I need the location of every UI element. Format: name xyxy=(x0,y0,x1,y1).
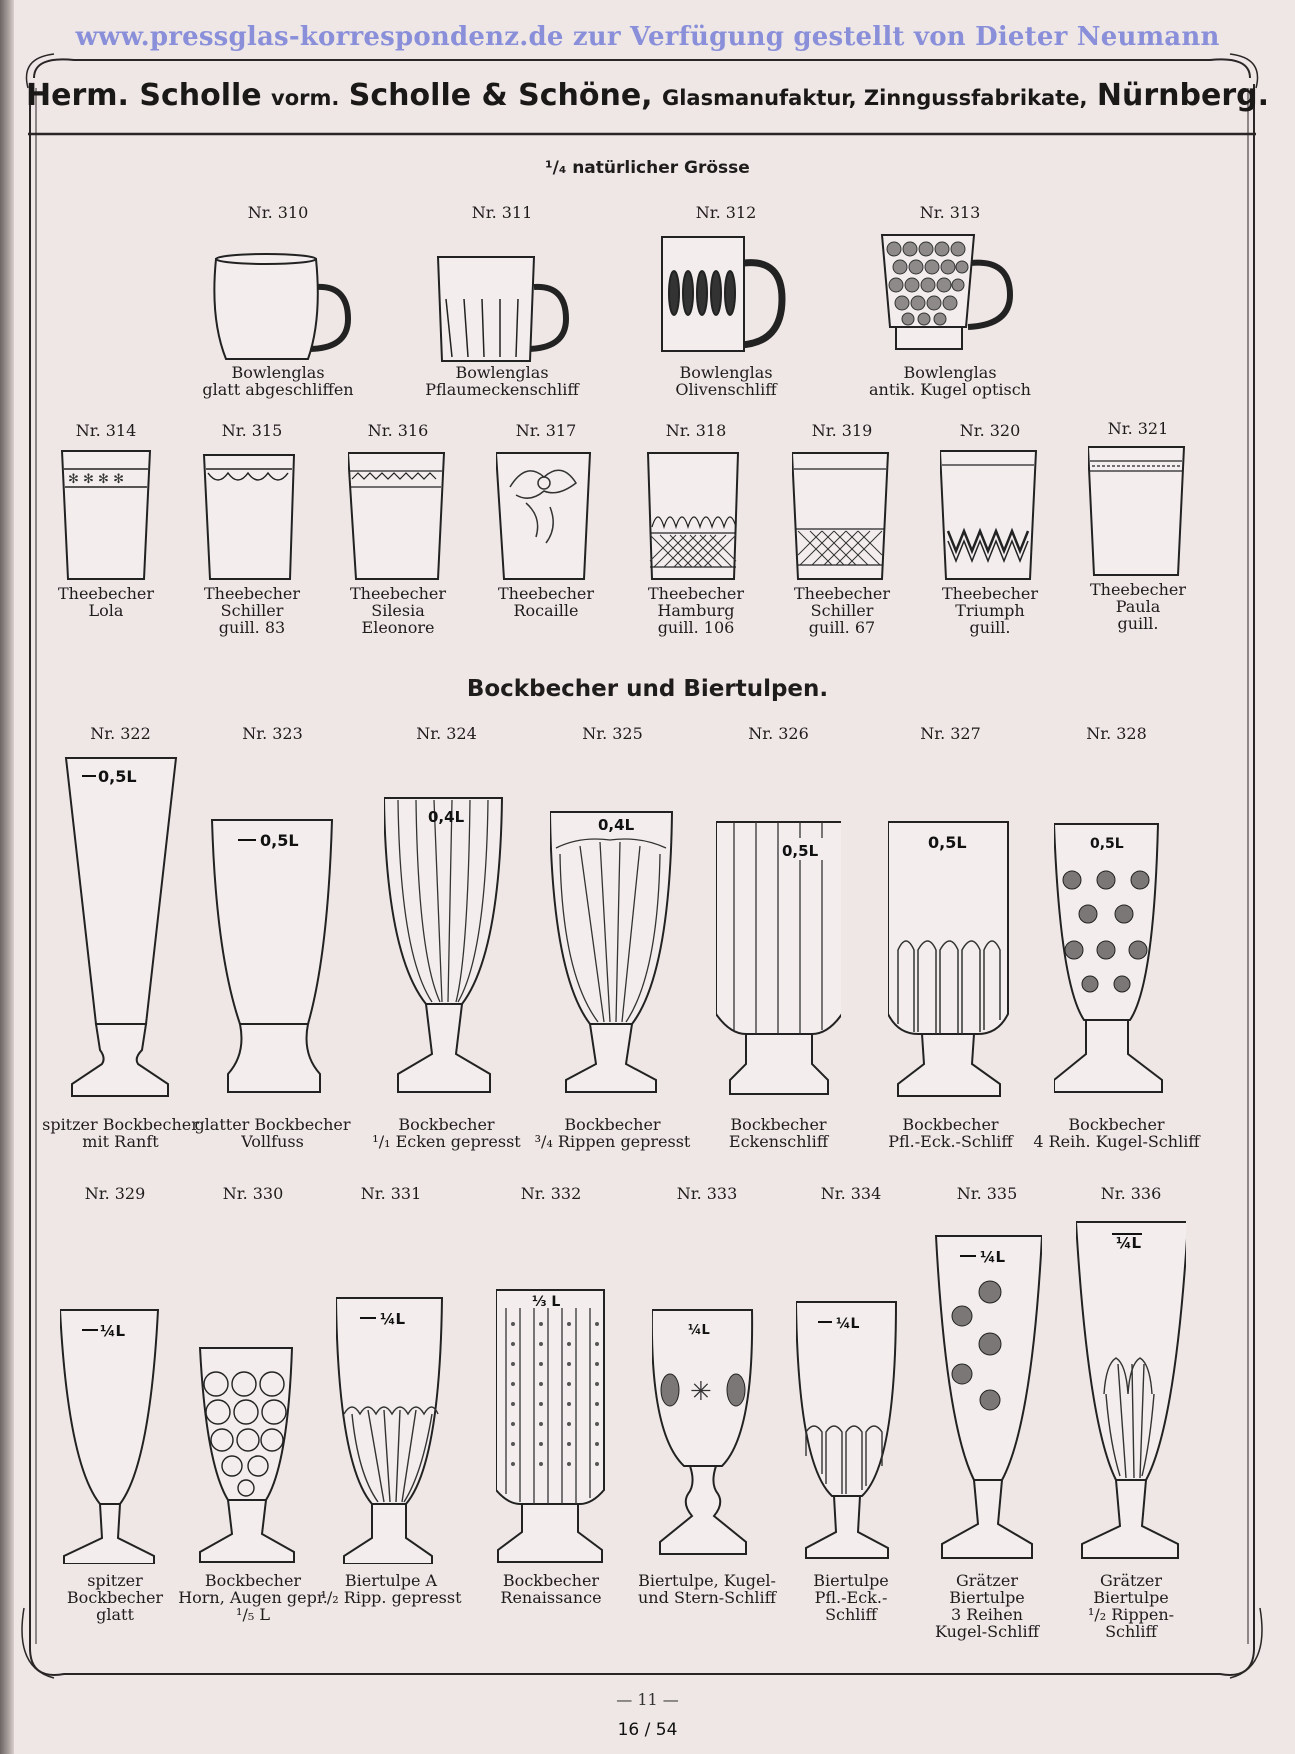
company-city: Nürnberg. xyxy=(1096,78,1269,113)
item-number: Nr. 312 xyxy=(695,203,757,222)
item-caption: Bowlenglas Pflaumeckenschliff xyxy=(425,363,579,399)
mug-illustration xyxy=(422,249,582,369)
item-number: Nr. 328 xyxy=(1086,724,1147,743)
catalog-item-328 xyxy=(1033,724,1200,1164)
capacity-mark: ¼L xyxy=(980,1248,1006,1266)
watermark-text: www.pressglas-korrespondenz.de zur Verfügung gestellt von Dieter Neumann xyxy=(75,22,1220,52)
catalog-item-312 xyxy=(646,203,806,403)
item-caption: Theebecher Schiller guill. 67 xyxy=(793,584,890,637)
capacity-mark: 0,5L xyxy=(1090,836,1124,852)
capacity-mark: ¼L xyxy=(836,1316,860,1332)
catalog-item-319 xyxy=(792,421,892,641)
tumbler-illustration xyxy=(1088,443,1188,579)
glass-illustration xyxy=(652,1204,762,1564)
catalog-item-326 xyxy=(716,724,841,1164)
item-caption: Bockbecher 4 Reih. Kugel-Schliff xyxy=(1033,1115,1200,1151)
item-caption: Bockbecher Renaissance xyxy=(500,1571,602,1607)
tumbler-illustration xyxy=(646,447,746,583)
glass-illustration xyxy=(60,1204,170,1564)
item-caption: Biertulpe A ¹/₂ Ripp. gepresst xyxy=(320,1571,462,1607)
glass-illustration xyxy=(336,1204,446,1564)
catalog-item-317 xyxy=(496,421,596,641)
item-number: Nr. 310 xyxy=(247,203,309,222)
item-number: Nr. 335 xyxy=(956,1184,1018,1203)
item-number: Nr. 313 xyxy=(919,203,981,222)
company-name-part1: Herm. Scholle xyxy=(26,78,262,113)
catalog-item-310 xyxy=(198,203,358,403)
item-number: Nr. 321 xyxy=(1107,419,1169,438)
catalog-item-333 xyxy=(638,1184,776,1634)
catalog-item-329 xyxy=(60,1184,170,1634)
catalog-item-336 xyxy=(1076,1184,1186,1641)
catalog-item-318 xyxy=(646,421,746,641)
tumbler-illustration xyxy=(792,447,892,583)
item-number: Nr. 329 xyxy=(84,1184,146,1203)
catalog-item-330 xyxy=(178,1184,328,1634)
glass-illustration xyxy=(384,754,509,1114)
catalog-item-322 xyxy=(42,724,199,1164)
item-caption: Grätzer Biertulpe ¹/₂ Rippen- Schliff xyxy=(1087,1571,1175,1641)
catalog-item-311 xyxy=(422,203,582,403)
catalog-item-323 xyxy=(194,724,351,1164)
item-number: Nr. 314 xyxy=(75,421,137,440)
item-number: Nr. 333 xyxy=(676,1184,738,1203)
catalog-item-335 xyxy=(932,1184,1042,1641)
glass-illustration xyxy=(198,1204,308,1564)
item-caption: Bockbecher Eckenschliff xyxy=(728,1115,829,1151)
page-number: — 11 — xyxy=(616,1690,679,1709)
item-caption: Theebecher Lola xyxy=(57,584,154,620)
catalog-item-332 xyxy=(496,1184,606,1634)
item-caption: Bowlenglas Olivenschliff xyxy=(675,363,777,399)
tumbler-illustration xyxy=(348,447,448,583)
item-caption: Theebecher Paula guill. xyxy=(1089,580,1186,633)
glass-illustration xyxy=(888,754,1013,1114)
company-name-part2: Scholle & Schöne, xyxy=(348,78,653,113)
capacity-mark: 0,5L xyxy=(260,831,299,850)
item-number: Nr. 326 xyxy=(748,724,809,743)
tumbler-illustration xyxy=(56,447,156,583)
item-number: Nr. 324 xyxy=(416,724,477,743)
book-spine-shadow xyxy=(0,0,14,1754)
glass-illustration xyxy=(550,754,675,1114)
glass-illustration xyxy=(932,1204,1042,1564)
capacity-mark: ¼L xyxy=(100,1322,126,1340)
item-number: Nr. 327 xyxy=(920,724,981,743)
pdf-page-indicator: 16 / 54 xyxy=(617,1720,678,1740)
glass-illustration xyxy=(210,754,335,1114)
glass-illustration xyxy=(1076,1204,1186,1564)
item-caption: Biertulpe, Kugel- und Stern-Schliff xyxy=(638,1571,776,1607)
item-caption: Theebecher Silesia Eleonore xyxy=(349,584,446,637)
item-number: Nr. 332 xyxy=(520,1184,582,1203)
capacity-mark: ¼L xyxy=(380,1310,406,1328)
scale-note: ¹/₄ natürlicher Grösse xyxy=(545,158,750,178)
item-number: Nr. 330 xyxy=(222,1184,284,1203)
catalog-item-334 xyxy=(796,1184,906,1634)
capacity-mark: ⅓ L xyxy=(532,1294,561,1310)
mug-illustration xyxy=(646,233,806,353)
catalog-item-331 xyxy=(320,1184,462,1634)
item-number: Nr. 322 xyxy=(90,724,151,743)
item-caption: Bockbecher ³/₄ Rippen gepresst xyxy=(534,1115,691,1151)
item-caption: Bowlenglas glatt abgeschliffen xyxy=(202,363,354,399)
catalog-item-315 xyxy=(202,421,302,641)
company-business: Glasmanufaktur, Zinngussfabrikate, xyxy=(661,86,1088,110)
item-number: Nr. 331 xyxy=(360,1184,422,1203)
item-number: Nr. 320 xyxy=(959,421,1021,440)
item-caption: Biertulpe Pfl.-Eck.- Schliff xyxy=(813,1571,889,1624)
tumbler-illustration xyxy=(202,447,302,583)
capacity-mark: 0,5L xyxy=(928,833,967,852)
item-caption: Bockbecher ¹/₁ Ecken gepresst xyxy=(372,1115,521,1151)
item-caption: spitzer Bockbecher mit Ranft xyxy=(42,1115,199,1151)
item-caption: Theebecher Triumph guill. xyxy=(941,584,1038,637)
mug-illustration xyxy=(198,249,358,369)
capacity-mark: 0,4L xyxy=(598,816,635,834)
capacity-mark: 0,5L xyxy=(98,767,137,786)
item-number: Nr. 315 xyxy=(221,421,283,440)
item-number: Nr. 318 xyxy=(665,421,727,440)
catalog-item-327 xyxy=(888,724,1013,1164)
item-caption: Theebecher Hamburg guill. 106 xyxy=(647,584,744,637)
item-number: Nr. 325 xyxy=(582,724,643,743)
glass-illustration xyxy=(796,1204,906,1564)
company-header xyxy=(0,78,1295,113)
item-number: Nr. 316 xyxy=(367,421,429,440)
item-number: Nr. 336 xyxy=(1100,1184,1162,1203)
item-number: Nr. 323 xyxy=(242,724,303,743)
glass-illustration xyxy=(496,1204,606,1564)
section-title: Bockbecher und Biertulpen. xyxy=(466,676,829,702)
item-caption: glatter Bockbecher Vollfuss xyxy=(194,1115,351,1151)
item-caption: Grätzer Biertulpe 3 Reihen Kugel-Schliff xyxy=(935,1571,1039,1641)
mug-illustration xyxy=(870,229,1030,359)
item-number: Nr. 319 xyxy=(811,421,873,440)
item-number: Nr. 334 xyxy=(820,1184,882,1203)
item-caption: Bockbecher Pfl.-Eck.-Schliff xyxy=(888,1115,1013,1151)
item-number: Nr. 317 xyxy=(515,421,577,440)
tumbler-illustration xyxy=(940,447,1040,583)
catalog-item-314 xyxy=(56,421,156,641)
tumbler-illustration xyxy=(496,447,596,583)
star-cut-icon: ✳ xyxy=(690,1377,712,1407)
capacity-mark: ¼L xyxy=(1116,1234,1142,1252)
item-caption: Theebecher Schiller guill. 83 xyxy=(203,584,300,637)
catalog-item-325 xyxy=(534,724,691,1164)
catalog-item-316 xyxy=(348,421,448,641)
svg-text:✻ ✻ ✻ ✻: ✻ ✻ ✻ ✻ xyxy=(68,472,124,487)
item-caption: Bockbecher Horn, Augen gepr. ¹/₅ L xyxy=(178,1571,328,1624)
item-number: Nr. 311 xyxy=(471,203,533,222)
company-name-vorm: vorm. xyxy=(271,86,340,110)
capacity-mark: ¼L xyxy=(688,1323,710,1338)
item-caption: spitzer Bockbecher glatt xyxy=(66,1571,164,1624)
catalog-item-324 xyxy=(372,724,521,1164)
catalog-item-321 xyxy=(1088,419,1188,639)
capacity-mark: 0,5L xyxy=(782,842,819,860)
capacity-mark: 0,4L xyxy=(428,808,465,826)
glass-illustration xyxy=(58,754,183,1114)
item-caption: Theebecher Rocaille xyxy=(497,584,594,620)
glass-illustration xyxy=(1054,754,1179,1114)
item-caption: Bowlenglas antik. Kugel optisch xyxy=(869,363,1031,399)
glass-illustration xyxy=(716,754,841,1114)
catalog-item-320 xyxy=(940,421,1040,641)
catalog-item-313 xyxy=(870,203,1030,403)
